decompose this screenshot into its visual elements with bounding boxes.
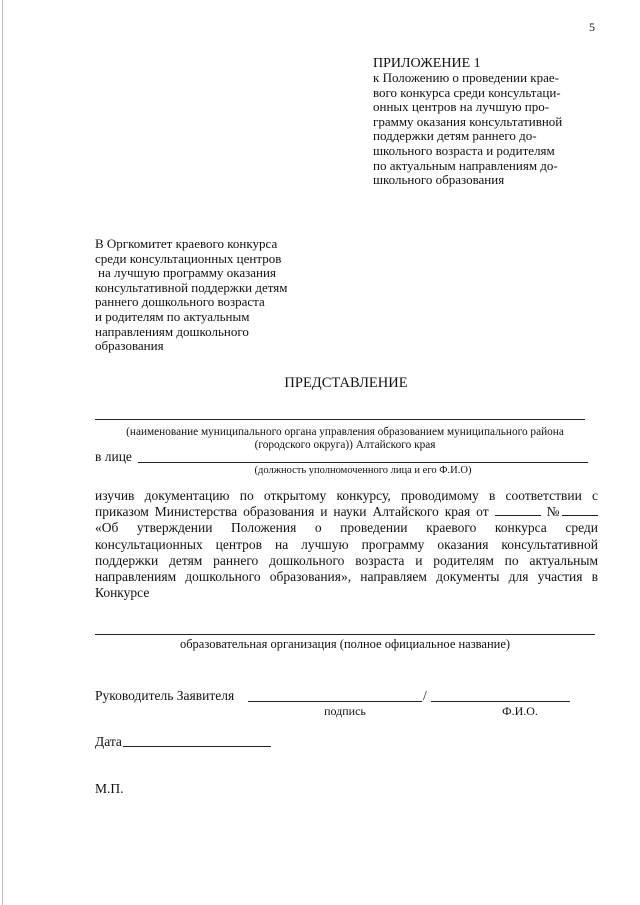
document-title: ПРЕДСТАВЛЕНИЕ [284,375,408,391]
addressee-line: среди консультационных центров [95,250,282,266]
represented-by-line[interactable] [138,462,588,463]
page-number: 5 [589,20,595,34]
scan-edge [2,0,3,905]
appendix-line: поддержки детям раннего до- [373,128,537,144]
order-date-field[interactable] [495,505,541,516]
main-text-number-sign: № [546,504,563,520]
main-text-part3: «Об утверждении Положения о проведении краевого конкурса среди консультационных центров на лучшую программу оказания консультативной поддержки детям раннего дошкольного возраста и родителям по актуальным направлениям дошкольного образования», направляем документы для участия в Конкурсе [95,520,598,601]
addressee-line: на лучшую программу оказания [98,265,276,281]
addressee-line: консультативной поддержки детям [95,279,288,295]
appendix-line: школьного образования [373,172,505,188]
represented-by-caption: (должность уполномоченного лица и его Ф.И.О) [254,465,472,476]
appendix-block [373,56,599,188]
signature-line[interactable] [248,701,422,702]
main-paragraph [95,488,598,601]
addressee-line: В Оргкомитет краевого конкурса [95,236,278,251]
appendix-line: грамму оказания консультативной [373,113,563,129]
signature-label: Руководитель Заявителя [95,688,235,703]
appendix-line: школьного возраста и родителям [373,142,555,158]
stamp-label: М.П. [95,781,124,796]
organization-caption: образовательная организация (полное официальное название) [179,637,511,651]
org-name-line[interactable] [95,419,585,420]
addressee-line: направлениям дошкольного [95,323,249,339]
appendix-line: по актуальным направлениям до- [373,157,558,173]
appendix-line: к Положению о проведении крае- [373,70,559,85]
signature-caption: подпись [324,704,366,718]
date-line[interactable] [123,746,271,747]
signature-separator: / [423,688,427,703]
org-caption-line: (наименование муниципального органа управления образованием муниципального района [126,426,564,438]
full-name-line[interactable] [431,701,570,702]
appendix-title: ПРИЛОЖЕНИЕ 1 [373,56,481,71]
date-label: Дата [95,734,122,749]
addressee-line: образования [95,338,164,354]
org-caption-line: (городского округа)) Алтайского края [254,439,436,451]
represented-by-label: в лице [95,449,132,464]
main-text-part1: изучив документацию по открытому конкурсу, проводимому в соответствии с приказом Министерства образования и науки Алтайского края от [95,488,598,520]
appendix-text [373,71,599,188]
appendix-line: вого конкурса среди консультаци- [373,84,561,100]
appendix-line: онных центров на лучшую про- [373,99,550,115]
organization-name-line[interactable] [95,634,595,635]
addressee-block [95,237,325,354]
order-number-field[interactable] [562,505,598,516]
org-name-caption [95,426,595,452]
addressee-line: и родителям по актуальным [95,308,250,324]
full-name-caption: Ф.И.О. [502,704,538,718]
addressee-line: раннего дошкольного возраста [95,294,265,310]
